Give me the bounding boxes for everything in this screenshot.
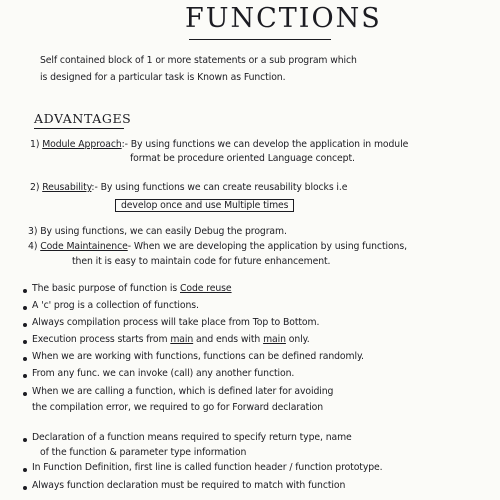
- note-2: A 'c' prog is a collection of functions.: [32, 300, 199, 311]
- note-1: [32, 283, 232, 295]
- note-4: [32, 334, 310, 346]
- note-text: only.: [285, 334, 310, 345]
- intro-line-2: is designed for a particular task is Known as Function.: [40, 72, 286, 83]
- advantage-name: Module Approach: [42, 139, 122, 150]
- advantage-name: Reusability: [42, 182, 92, 193]
- advantage-number: 3): [28, 226, 38, 237]
- bullet: [23, 486, 27, 490]
- advantage-3: [28, 226, 287, 238]
- note-text: Execution process starts from: [32, 334, 171, 345]
- note-text: The basic purpose of function is: [32, 283, 180, 294]
- note-6: From any func. we can invoke (call) any another function.: [32, 368, 295, 379]
- note-underlined: Code reuse: [180, 283, 232, 294]
- note-underlined: main: [263, 334, 286, 345]
- note-9: In Function Definition, first line is called function header / function prototype.: [32, 462, 383, 473]
- note-7: When we are calling a function, which is defined later for avoiding: [32, 386, 334, 397]
- advantage-1-continued: format be procedure oriented Language concept.: [130, 153, 355, 164]
- bullet: [23, 340, 27, 344]
- note-7-continued: the compilation error, we required to go for Forward declaration: [32, 402, 324, 413]
- advantage-2: [30, 182, 347, 194]
- note-5: When we are working with functions, functions can be defined randomly.: [32, 351, 364, 362]
- bullet: [23, 306, 27, 310]
- bullet: [23, 392, 27, 396]
- note-underlined: main: [170, 334, 194, 345]
- note-8: Declaration of a function means required to specify return type, name: [32, 432, 352, 443]
- bullet: [23, 289, 27, 293]
- note-8-continued: of the function & parameter type information: [40, 447, 247, 458]
- advantage-number: 1): [30, 139, 40, 150]
- bullet: [23, 323, 27, 327]
- advantage-name: Code Maintainence: [40, 241, 128, 252]
- bullet: [23, 357, 27, 361]
- heading-underline: [34, 128, 124, 129]
- note-text: and ends with: [193, 334, 264, 345]
- advantage-text: - When we are developing the application by using functions,: [127, 241, 407, 252]
- bullet: [23, 468, 27, 472]
- advantage-1: [30, 139, 408, 151]
- advantages-heading: ADVANTAGES: [34, 111, 132, 126]
- note-3: Always compilation process will take place from Top to Bottom.: [32, 317, 320, 328]
- intro-line-1: Self contained block of 1 or more statements or a sub program which: [40, 55, 357, 66]
- advantage-number: 2): [30, 182, 40, 193]
- advantage-number: 4): [28, 241, 38, 252]
- advantage-text: By using functions, we can easily Debug the program.: [40, 226, 287, 237]
- title-underline: [189, 39, 331, 40]
- advantage-4: [28, 241, 407, 253]
- advantage-text: :- By using functions we can create reusability blocks i.e: [91, 182, 348, 193]
- advantage-2-boxed: [115, 200, 294, 212]
- page-title: FUNCTIONS: [185, 3, 382, 34]
- advantage-4-continued: then it is easy to maintain code for future enhancement.: [72, 256, 331, 267]
- advantage-text: :- By using functions we can develop the application in module: [121, 139, 409, 150]
- bullet: [23, 438, 27, 442]
- note-10: Always function declaration must be required to match with function: [32, 480, 346, 491]
- bullet: [23, 374, 27, 378]
- highlight-box: develop once and use Multiple times: [115, 199, 294, 212]
